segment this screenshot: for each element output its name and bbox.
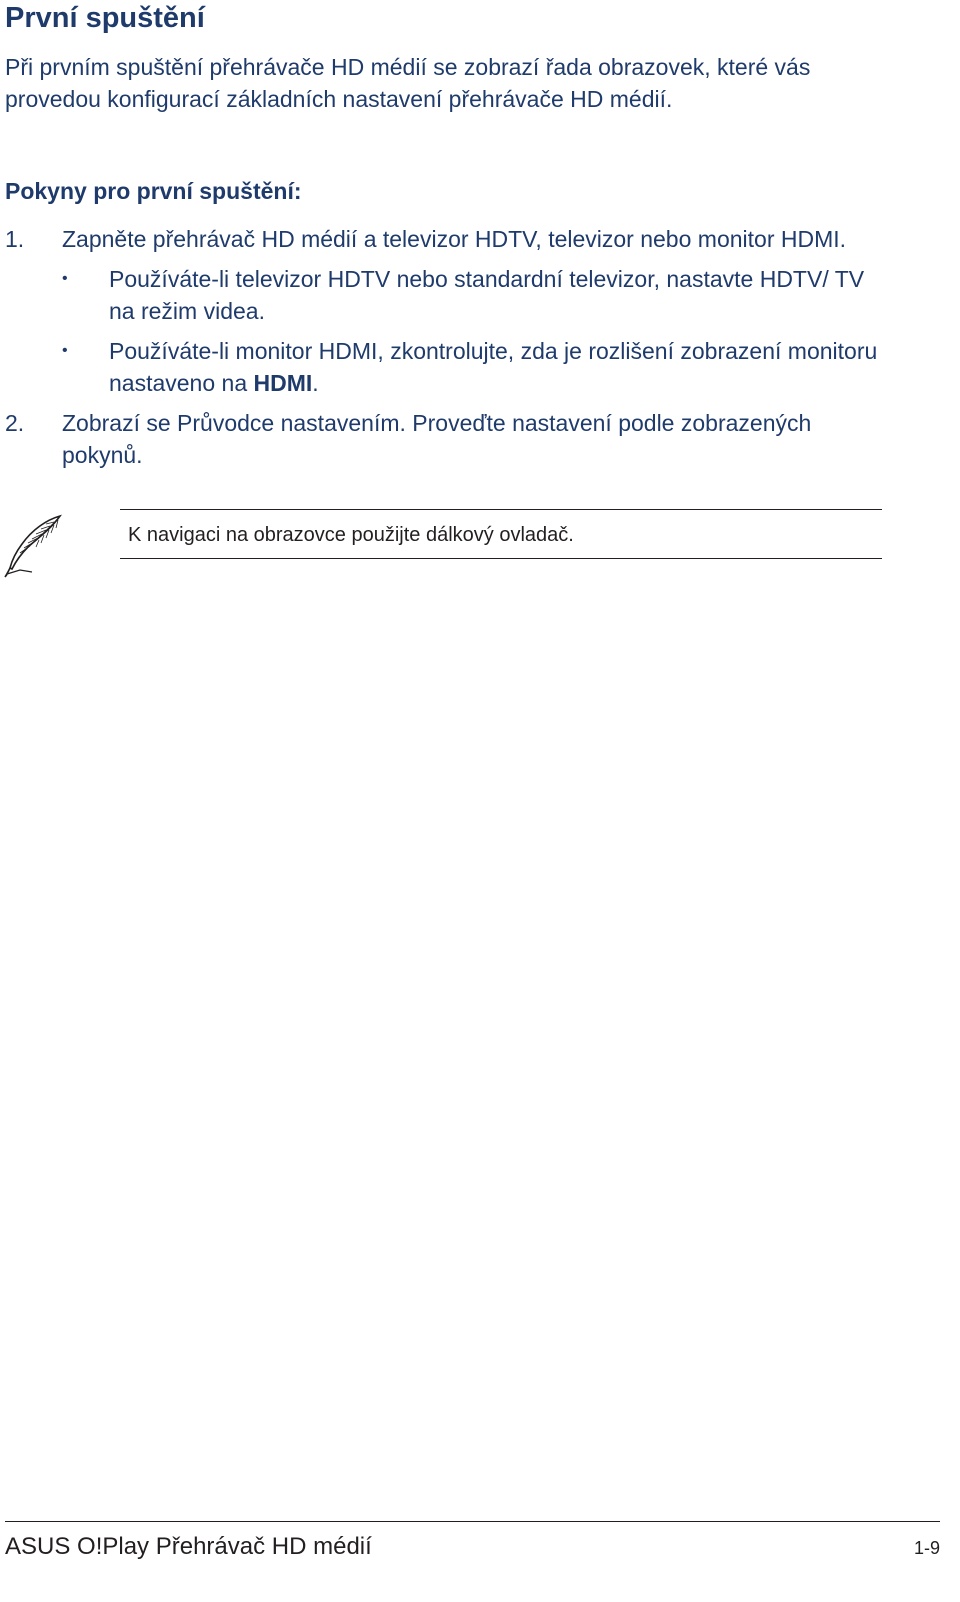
bullet-item-1 [62, 263, 882, 327]
feather-pen-icon [2, 512, 66, 578]
page-title: První spuštění [5, 2, 205, 34]
bullet-text [109, 335, 882, 399]
note-text: K navigaci na obrazovce použijte dálkový ovladač. [128, 524, 574, 546]
bullet-item-2 [62, 335, 882, 399]
step-text: Zobrazí se Průvodce nastavením. Proveďte nastavení podle zobrazených pokynů. [62, 410, 812, 468]
step-item-1 [5, 223, 885, 255]
bullet-text-bold: HDMI [253, 370, 313, 396]
footer-divider [5, 1521, 940, 1522]
footer-product-name: ASUS O!Play Přehrávač HD médií [5, 1533, 372, 1560]
bullet-text: Používáte-li televizor HDTV nebo standardní televizor, nastavte HDTV/ TV na režim videa. [109, 266, 865, 324]
note-divider-top [120, 509, 882, 510]
intro-paragraph: Při prvním spuštění přehrávače HD médií se zobrazí řada obrazovek, které vás provedou konfigurací základních nastavení přehrávače HD médií. [5, 54, 811, 112]
step-number: 2. [5, 410, 25, 436]
section-heading: Pokyny pro první spuštění: [5, 178, 302, 204]
page-number: 1-9 [913, 1538, 940, 1558]
step-number: 1. [5, 226, 25, 252]
bullet-icon: • [62, 270, 68, 287]
note-box [0, 508, 960, 564]
bullet-icon: • [62, 342, 68, 359]
step-item-2 [5, 407, 885, 471]
step-text: Zapněte přehrávač HD médií a televizor HDTV, televizor nebo monitor HDMI. [62, 226, 847, 252]
bullet-text-end: . [312, 370, 319, 396]
note-divider-bottom [120, 558, 882, 559]
bullet-text-start: Používáte-li monitor HDMI, zkontrolujte, zda je rozlišení zobrazení monitoru nastaveno na [109, 338, 878, 396]
